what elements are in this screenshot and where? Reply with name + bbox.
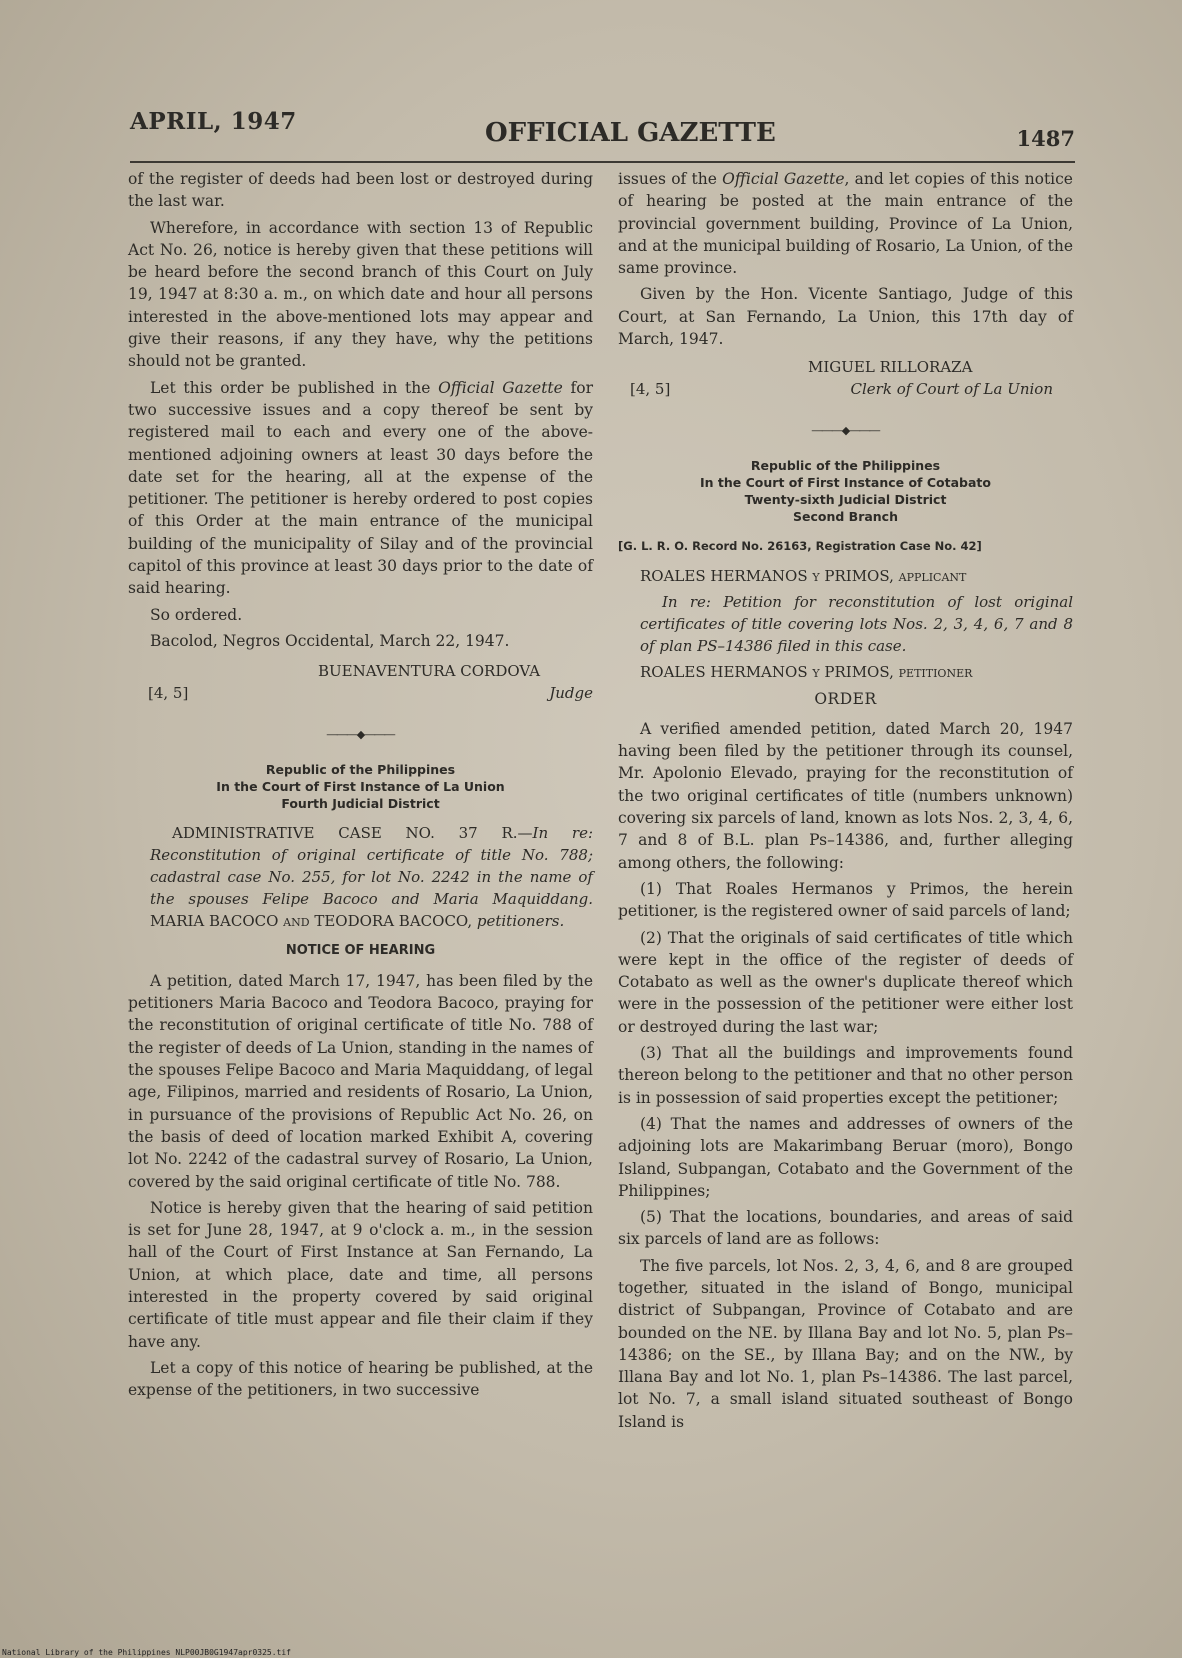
paragraph: Given by the Hon. Vicente Santiago, Judge of this Court, at San Fernando, La Union, this 17th day of March, 1947.	[618, 285, 1073, 349]
paragraph: Bacolod, Negros Occidental, March 22, 1947.	[150, 631, 510, 650]
issue-reference: [4, 5]	[630, 380, 671, 399]
court-heading: Republic of the Philippines In the Court of First Instance of Cotabato Twenty-sixth Judicial District Second Branch	[700, 457, 991, 524]
left-column	[128, 168, 593, 1405]
signatory-name: BUENAVENTURA CORDOVA	[318, 662, 541, 681]
signatory-role: Judge	[549, 684, 593, 703]
paragraph: (3) That all the buildings and improvements found thereon belong to the petitioner and that no other person is in possession of said properties except the petitioner;	[618, 1044, 1073, 1107]
case-caption: In re: Petition for reconstitution of lost original certificates of title covering lots Nos. 2, 3, 4, 6, 7 and 8 of plan PS–14386 filed in this case.	[640, 593, 1073, 656]
paragraph: (1) That Roales Hermanos y Primos, the herein petitioner, is the registered owner of said parcels of land;	[618, 879, 1073, 921]
judge-signature	[128, 660, 593, 708]
paragraph: (4) That the names and addresses of owners of the adjoining lots are Makarimbang Beruar (moro), Bongo Island, Subpangan, Cotabato and the Government of the Philippines;	[618, 1114, 1073, 1200]
paragraph: (5) That the locations, boundaries, and areas of said six parcels of land are as follows:	[618, 1208, 1073, 1249]
paragraph: A petition, dated March 17, 1947, has been filed by the petitioners Maria Bacoco and Teodora Bacoco, praying for the reconstitution of original certificate of title No. 788 of the register of deeds of La Union, standing in the names of the spouses Felipe Bacoco and Maria Maquiddang, of legal age, Filipinos, married and residents of Rosario, La Union, in pursuance of the provisions of Republic Act No. 26, on the basis of deed of location marked Exhibit A, covering lot No. 2242 of the cadastral survey of Rosario, La Union, covered by the said original certificate of title No. 788.	[128, 971, 593, 1191]
order-title: ORDER	[814, 689, 877, 708]
scan-footer: National Library of the Philippines NLP00JB0G1947apr0325.tif	[2, 1648, 291, 1657]
court-heading: Republic of the Philippines In the Court of First Instance of La Union Fourth Judicial District	[216, 761, 505, 811]
paragraph: Let a copy of this notice of hearing be published, at the expense of the petitioners, in two successive	[128, 1358, 593, 1400]
signatory-name: MIGUEL RILLORAZA	[808, 358, 973, 377]
case-caption: ADMINISTRATIVE CASE NO. 37 R.—In re: Reconstitution of original certificate of title No. 788; cadastral case No. 255, for lot No. 2242 in the name of the spouses Felipe Bacoco and Maria Maquiddang. MARIA BACOCO and TEODORA BACOCO, petitioners.	[150, 823, 593, 930]
publication-title: OFFICIAL GAZETTE	[485, 118, 776, 148]
issue-reference: [4, 5]	[148, 684, 189, 703]
paragraph: Let this order be published in the Official Gazette for two successive issues and a copy thereof be sent by registered mail to each and every one of the above-mentioned adjoining owners at least 30 days before the date set for the hearing, all at the expense of the petitioner. The petitioner is hereby ordered to post copies of this Order at the main entrance of the municipal building of the municipality of Silay and of the provincial capitol of this province at least 30 days prior to the date of said hearing.	[128, 378, 593, 598]
notice-title: NOTICE OF HEARING	[285, 942, 436, 958]
right-column	[618, 168, 1073, 1437]
paragraph: of the register of deeds had been lost or destroyed during the last war.	[128, 170, 593, 211]
paragraph: Notice is hereby given that the hearing of said petition is set for June 28, 1947, at 9 o'clock a. m., in the session hall of the Court of First Instance at San Fernando, La Union, at which place, date and time, all persons interested in the property covered by said original certificate of title must appear and file their claim if they have any.	[128, 1198, 593, 1351]
signatory-role: Clerk of Court of La Union	[850, 380, 1053, 399]
paragraph: So ordered.	[150, 605, 243, 624]
paragraph: A verified amended petition, dated March 20, 1947 having been filed by the petitioner through its counsel, Mr. Apolonio Elevado, praying for the reconstitution of the two original certificates of title (numbers unknown) covering six parcels of land, known as lots Nos. 2, 3, 4, 6, 7 and 8 of B.L. plan Ps–14386, and, further alleging among others, the following:	[618, 719, 1073, 872]
section-divider: ―――◆―――	[326, 728, 395, 742]
paragraph: The five parcels, lot Nos. 2, 3, 4, 6, and 8 are grouped together, situated in the island of Bongo, municipal district of Subpangan, Province of Cotabato and are bounded on the NE. by Illana Bay and lot No. 5, plan Ps–14386; on the SE., by Illana Bay; and on the NW., by Illana Bay and lot No. 1, plan Ps–14386. The last parcel, lot No. 7, a small island situated southeast of Bongo Island is	[618, 1256, 1073, 1431]
paragraph: Wherefore, in accordance with section 13 of Republic Act No. 26, notice is hereby given that these petitions will be heard before the second branch of this Court on July 19, 1947 at 8:30 a. m., on which date and hour all persons interested in the above-mentioned lots may appear and give their reasons, if any they have, why the petitions should not be granted.	[128, 218, 593, 371]
petitioner-line: ROALES HERMANOS y PRIMOS, petitioner	[640, 663, 973, 682]
page-number: 1487	[1016, 126, 1075, 151]
clerk-signature	[618, 356, 1073, 404]
record-reference: [G. L. R. O. Record No. 26163, Registration Case No. 42]	[618, 538, 982, 553]
issue-date: APRIL, 1947	[130, 108, 297, 135]
paragraph: issues of the Official Gazette, and let copies of this notice of hearing be posted at the main entrance of the provincial government building, Province of La Union, and at the municipal building of Rosario, La Union, of the same province.	[618, 170, 1073, 278]
applicant-line: ROALES HERMANOS y PRIMOS, applicant	[640, 566, 967, 585]
paragraph: (2) That the originals of said certificates of title which were kept in the office of the register of deeds of Cotabato as well as the owner's duplicate thereof which were in the possession of the petitioner were either lost or destroyed during the last war;	[618, 928, 1073, 1036]
page-header	[130, 100, 1075, 160]
header-rule	[130, 161, 1075, 163]
section-divider: ―――◆―――	[811, 424, 880, 438]
